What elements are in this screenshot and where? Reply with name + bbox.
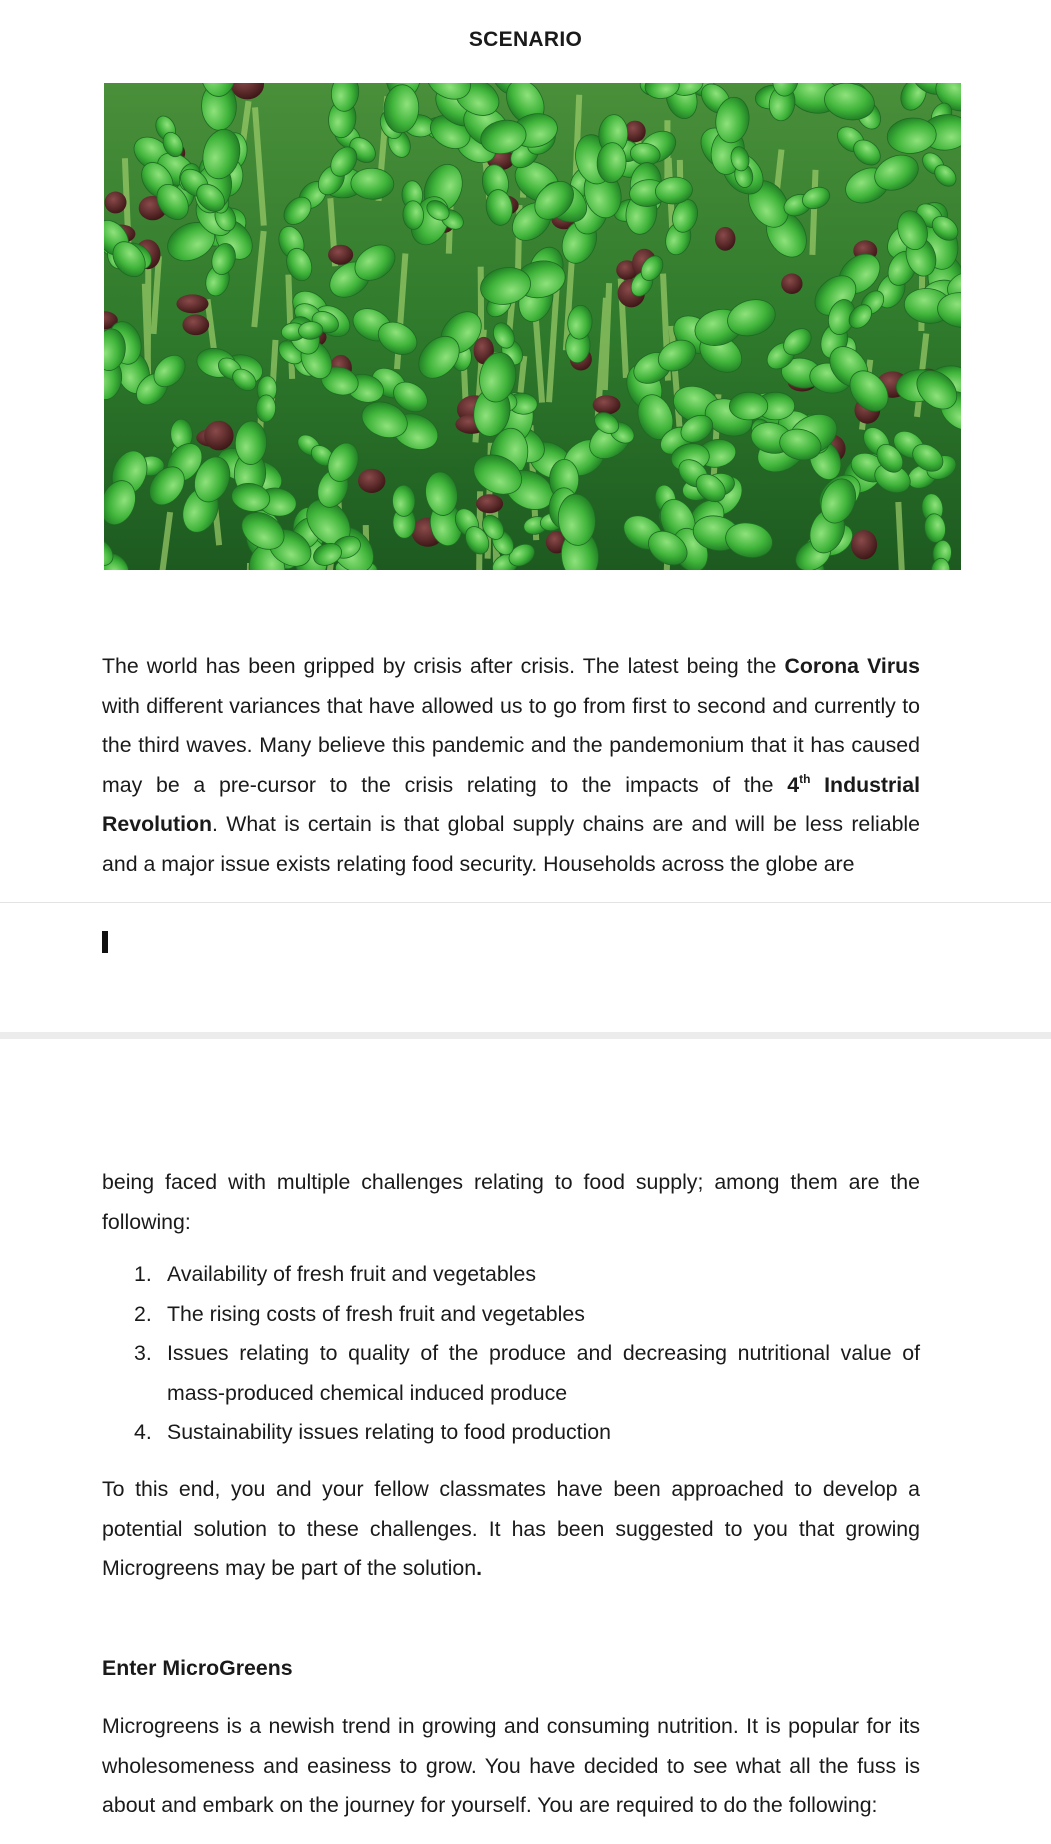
challenges-list: [102, 1255, 920, 1453]
conclusion-period: .: [476, 1556, 482, 1581]
section-heading: Enter MicroGreens: [102, 1656, 293, 1680]
intro-text-3: . What is certain is that global supply chains are and will be less reliable and a major issue exists relating food security. Households across the globe are: [102, 812, 920, 876]
intro-text-1: The world has been gripped by crisis after crisis. The latest being the: [102, 654, 785, 678]
list-item: [102, 1413, 920, 1453]
list-text: Issues relating to quality of the produce and decreasing nutritional value of mass-produced chemical induced produce: [167, 1341, 920, 1405]
list-number: 1.: [134, 1262, 152, 1286]
microgreens-photo: [104, 83, 961, 570]
intro-text-2: with different variances that have allowed us to go from first to second and currently to the third waves. Many believe this pandemic and the pandemonium that it has caused may be a pre-cursor to the crisis relating to the impacts of the: [102, 693, 920, 797]
list-text: Availability of fresh fruit and vegetables: [167, 1262, 536, 1286]
conclusion-paragraph: [102, 1470, 920, 1589]
list-item: [102, 1334, 920, 1413]
page-divider: [0, 902, 1051, 903]
intro-bold-revolution: Industrial Revolution: [102, 772, 920, 837]
list-number: 4.: [134, 1420, 152, 1445]
page-break: [0, 1032, 1051, 1039]
document-title: SCENARIO: [468, 28, 583, 51]
continuation-paragraph: being faced with multiple challenges relating to food supply; among them are the following:: [102, 1170, 920, 1234]
microgreens-paragraph: Microgreens is a newish trend in growing and consuming nutrition. It is popular for its wholesomeness and easiness to grow. You have decided to see what all the fuss is about and embark on the journey for yourself. You are required to do the following:: [102, 1714, 920, 1818]
list-text: The rising costs of fresh fruit and vegetables: [167, 1301, 585, 1326]
list-text: Sustainability issues relating to food production: [167, 1420, 611, 1445]
list-item: [102, 1255, 920, 1295]
list-number: 3.: [134, 1341, 152, 1366]
intro-bold-4: 4: [787, 772, 800, 797]
intro-superscript: th: [799, 771, 811, 786]
list-number: 2.: [134, 1301, 152, 1326]
microgreens-illustration: [104, 83, 961, 570]
text-cursor[interactable]: [102, 931, 108, 953]
intro-paragraph: [102, 647, 920, 885]
list-item: [102, 1295, 920, 1335]
intro-bold-corona: Corona Virus: [784, 654, 920, 678]
document-page-1: [0, 0, 1051, 902]
conclusion-text: To this end, you and your fellow classmates have been approached to develop a potential solution to these challenges. It has been suggested to you that growing Microgreens may be part of the solution: [102, 1477, 920, 1581]
